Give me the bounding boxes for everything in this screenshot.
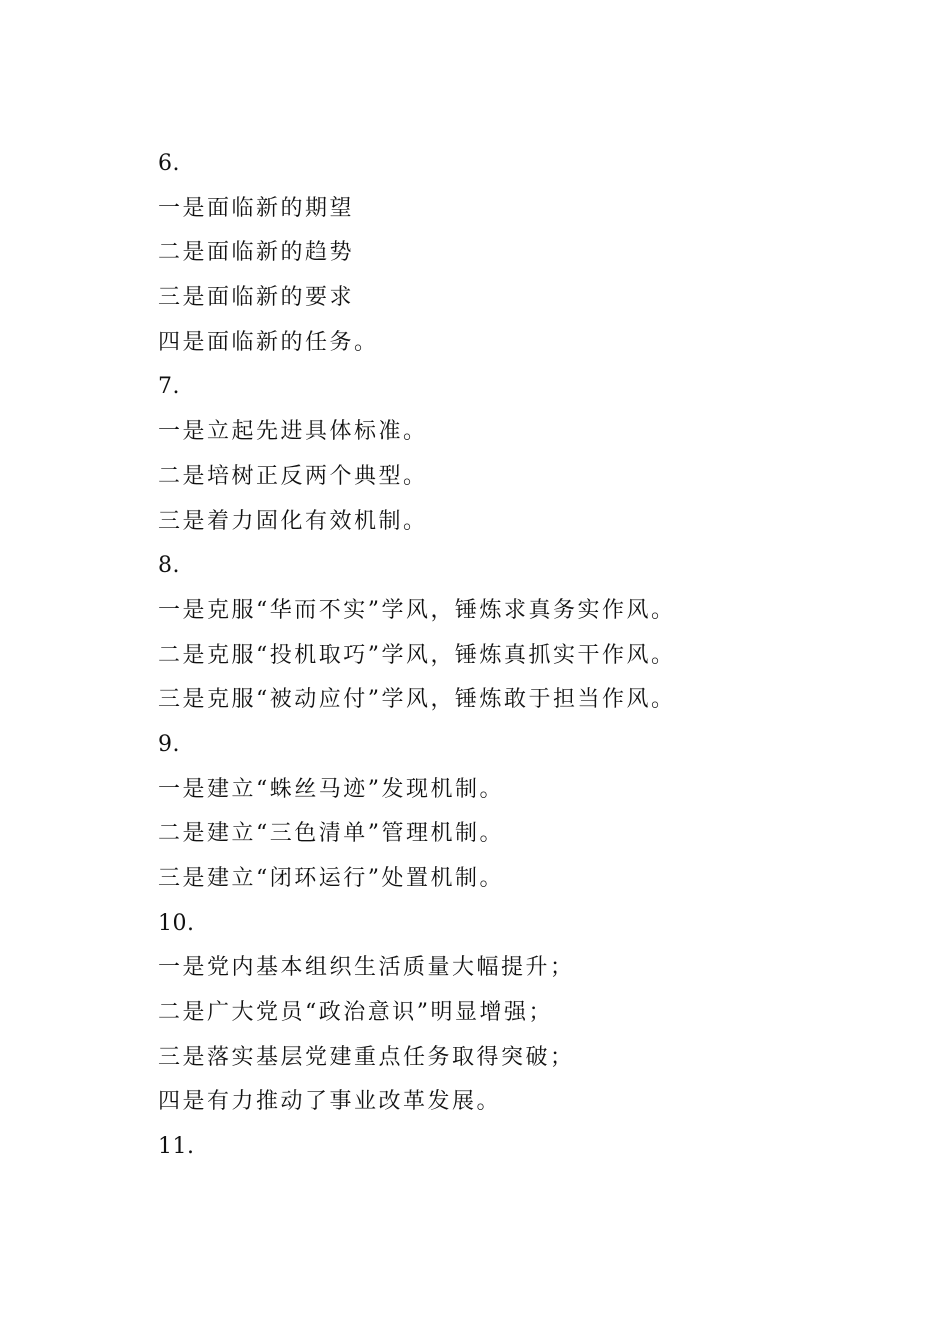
text-line: 四是面临新的任务。 [158,329,379,355]
section-number-11: 11. [158,1134,195,1160]
section-number-9: 9. [158,731,180,757]
text-line: 三是落实基层党建重点任务取得突破； [158,1044,575,1070]
text-line: 一是立起先进具体标准。 [158,419,428,445]
text-line: 二是广大党员“政治意识”明显增强； [158,1000,553,1026]
text-line: 一是党内基本组织生活质量大幅提升； [158,955,575,981]
section-number-8: 8. [158,553,180,579]
text-line: 二是面临新的趋势 [158,240,355,266]
section-number-7: 7. [158,374,180,400]
document-body [158,146,898,1174]
text-line: 三是着力固化有效机制。 [158,508,428,534]
text-line: 三是面临新的要求 [158,285,355,311]
text-line: 三是克服“被动应付”学风，锤炼敢于担当作风。 [158,687,676,713]
text-line: 一是克服“华而不实”学风，锤炼求真务实作风。 [158,597,676,623]
section-number-10: 10. [158,910,195,936]
text-line: 一是建立“蛛丝马迹”发现机制。 [158,776,504,802]
text-line: 一是面临新的期望 [158,195,355,221]
text-line: 二是建立“三色清单”管理机制。 [158,821,504,847]
text-line: 二是培树正反两个典型。 [158,463,428,489]
text-line: 三是建立“闭环运行”处置机制。 [158,866,504,891]
text-line: 二是克服“投机取巧”学风，锤炼真抓实干作风。 [158,642,676,668]
text-line: 四是有力推动了事业改革发展。 [158,1089,502,1115]
section-number-6: 6. [158,151,180,176]
